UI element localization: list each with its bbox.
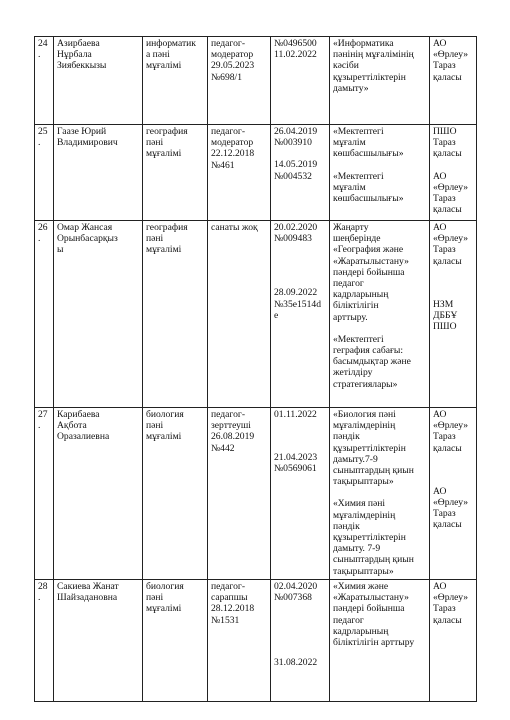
teacher-name: Гаазе Юрий Владимирович — [54, 125, 143, 221]
teacher-name: Карибаева Ақбота Оразалиевна — [54, 408, 143, 580]
category-cell: санаты жоқ — [208, 221, 271, 408]
organization-cell: АО «Өрлеу» Тараз қаласы — [430, 580, 477, 702]
row-number: 27 . — [35, 408, 54, 580]
subject-cell: информатик а пәні мұғалімі — [143, 37, 208, 125]
organization-cell: АО «Өрлеу» Тараз қаласы НЗМ ДББҰ ПШО — [430, 221, 477, 408]
subject-cell: биология пәні мұғалімі — [143, 580, 208, 702]
certificate-cell: 01.11.2022 21.04.2023 №0569061 — [271, 408, 330, 580]
teacher-name: Сакиева Жанат Шайзадановна — [54, 580, 143, 702]
certificate-cell: 26.04.2019 №003910 14.05.2019 №004532 — [271, 125, 330, 221]
teacher-name: Азирбаева Нұрбала Зиябеккызы — [54, 37, 143, 125]
course-cell: «Химия және «Жаратылыстану» пәндері бойынша педагог кадрларының біліктілігін арттыру — [330, 580, 430, 702]
table-row — [35, 221, 477, 408]
table-row — [35, 580, 477, 702]
subject-cell: география пәні мұғалімі — [143, 221, 208, 408]
table-row — [35, 37, 477, 125]
row-number: 24 . — [35, 37, 54, 125]
category-cell: педагог- зерттеуші 26.08.2019 №442 — [208, 408, 271, 580]
organization-cell: ПШО Тараз қаласы АО «Өрлеу» Тараз қаласы — [430, 125, 477, 221]
certificate-cell: 02.04.2020 №007368 31.08.2022 — [271, 580, 330, 702]
certificate-cell: №0496500 11.02.2022 — [271, 37, 330, 125]
category-cell: педагог- модератор 29.05.2023 №698/1 — [208, 37, 271, 125]
organization-cell: АО «Өрлеу» Тараз қаласы — [430, 37, 477, 125]
category-cell: педагог- сарапшы 28.12.2018 №1531 — [208, 580, 271, 702]
staff-qualification-table — [34, 36, 477, 702]
course-cell: Жаңарту шеңберінде «География және «Жаратылыстану» пәндері бойынша педагог кадрларының біліктілігін арттыру. «Мектептегі геграфия сабағы: басымдықтар және жетілдіру стратегиялары» — [330, 221, 430, 408]
table-row — [35, 125, 477, 221]
row-number: 26 . — [35, 221, 54, 408]
teacher-name: Омар Жансая Орынбасарқыз ы — [54, 221, 143, 408]
subject-cell: география пәні мұғалімі — [143, 125, 208, 221]
table-row — [35, 408, 477, 580]
category-cell: педагог- модератор 22.12.2018 №461 — [208, 125, 271, 221]
course-cell: «Информатика пәнінің мұғалімінің кәсіби құзыреттіліктерін дамыту» — [330, 37, 430, 125]
certificate-cell: 20.02.2020 №009483 28.09.2022 №35е1514d e — [271, 221, 330, 408]
course-cell: «Биология пәні мұғалімдерінің пәндік құзыреттіліктерін дамыту.7-9 сыныптардың қиын тақырыптары» «Химия пәні мұғалімдерінің пәндік құзыреттіліктерін дамыту. 7-9 сыныптардың қиын тақырыптары» — [330, 408, 430, 580]
course-cell: «Мектептегі мұғалім көшбасшылығы» «Мектептегі мұғалім көшбасшылығы» — [330, 125, 430, 221]
organization-cell: АО «Өрлеу» Тараз қаласы АО «Өрлеу» Тараз қаласы — [430, 408, 477, 580]
row-number: 28 . — [35, 580, 54, 702]
subject-cell: биология пәні мұғалімі — [143, 408, 208, 580]
row-number: 25 . — [35, 125, 54, 221]
